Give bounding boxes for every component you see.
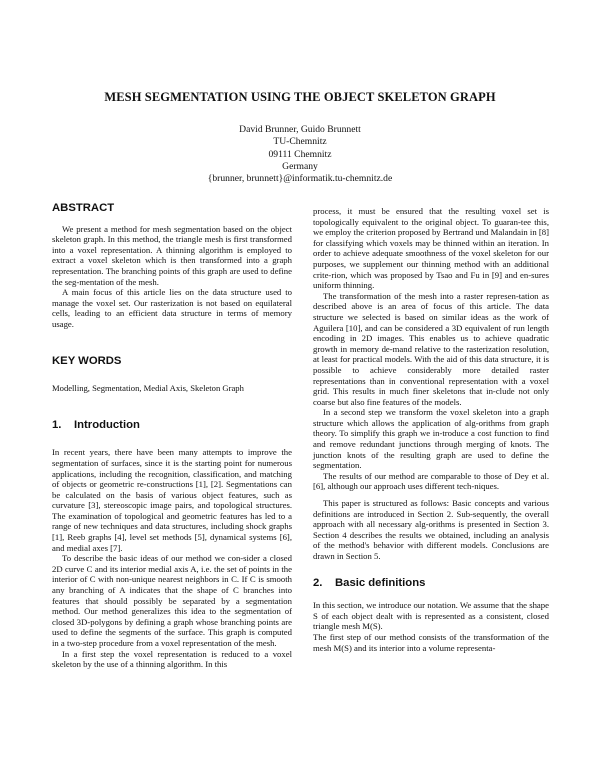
paper-title: MESH SEGMENTATION USING THE OBJECT SKELETON GRAPH [104,90,496,104]
abstract-heading: ABSTRACT [52,202,115,214]
basic-paragraph: The first step of our method consists of the transformation of the mesh M(S) and its interior into a volume representa- [313,631,549,653]
basic-definitions-heading [313,578,549,589]
intro-section-number: 1. [52,418,62,431]
intro-paragraph: In recent years, there have been many attempts to improve the segmentation of surfaces, since it is the starting point for numerous applications, including the recognition, classification, and matching of objects or geometric re-constructions [1], [2]. Segmentations can be calculated on the basis of various object features, such as curvature [3], stereoscopic image pairs, and topological structures. The examination of topological and geometric features has led to a range of new techniques and data structures, including shock graphs [1], Reeb graphs [4], level set methods [5], dynamical systems [6], and medial axes [7]. [52,447,292,553]
author-block [0,124,600,185]
body-paragraph: process, it must be ensured that the resulting voxel set is topologically equivalent to the original object. To guaran-tee this, we employ the criterion proposed by Bertrand und Malandain in [8] for classifying which voxels may be thinned within an iteration. In order to achieve adequate smoothness of the voxel skeleton for our purposes, we supplement our thinning method with an additional crite-rion, which was proposed by Tsao and Fu in [9] and en-sures uniform thinning. [313,206,549,291]
abstract-paragraph: A main focus of this article lies on the data structure used to manage the voxel set. Our rasterization is not based on equilateral cells, leading to an efficient data structure in terms of memory usage. [52,287,292,329]
right-column [313,206,549,653]
intro-paragraph: In a first step the voxel representation is reduced to a voxel skeleton by the use of a thinning algorithm. In this [52,648,292,670]
intro-section-title: Introduction [74,418,140,431]
body-paragraph: In a second step we transform the voxel skeleton into a graph structure which allows the application of alg-orithms from graph theory. To simplify this graph we in-troduce a cost function to find and remove redundant junctions through merging of knots. The junction knots of the resulting graph are used to define the segmentation. [313,407,549,471]
basic-paragraph: In this section, we introduce our notation. We assume that the shape S of each object dealt with is represented as a consistent, closed triangle mesh M(S). [313,600,549,632]
author-affiliation: TU-Chemnitz [273,136,327,148]
intro-heading [52,420,292,431]
keywords-heading: KEY WORDS [52,354,122,367]
author-email: {brunner, brunnett}@informatik.tu-chemnitz.de [207,173,393,185]
intro-paragraph: To describe the basic ideas of our method we con-sider a closed 2D curve C and its interior medial axis A, i.e. the set of points in the interior of C with non-unique nearest neighbors in C. If C is smooth any branching of A indicates that the shape of C branches into features that should possibly be separated by a segmentation method. Our method generalizes this idea to the segmentation of closed 3D-polygons by defining a graph whose branching points are used to define the segments of the surface. This graph is computed in a two-step procedure from a voxel representation of the mesh. [52,553,292,648]
left-column [52,203,292,670]
body-paragraph: The results of our method are comparable to those of Dey et al. [6], although our approach uses different tech-niques. [313,470,549,492]
basic-section-number: 2. [313,576,323,589]
author-city: 09111 Chemnitz [268,148,332,160]
body-paragraph: The transformation of the mesh into a raster represen-tation as described above is an area of focus of this article. The data structure we selected is based on similar ideas as the work of Aguilera [10], and can be considered a 3D equivalent of run length encoding in 2D images. This enables us to achieve quadratic growth in memory de-mand relative to the rasterization resolution, at least for practical models. With the aid of this data structure, it is possible to achieve considerably more detailed raster representations than in conventional representation with a voxel grid. This results in much finer skeletons that in-clude not only coarse but also fine features of the models. [313,290,549,407]
author-country: Germany [282,160,318,172]
abstract-paragraph: We present a method for mesh segmentation based on the object skeleton graph. In this method, the triangle mesh is first transformed into a voxel representation. A thinning algorithm is employed to extract a voxel skeleton which is then transformed into a graph representation. The branching points of this graph are used to define the seg-mentation of the mesh. [52,223,292,287]
basic-section-title: Basic definitions [335,576,426,589]
author-names: David Brunner, Guido Brunnett [239,124,361,135]
keywords-text: Modelling, Segmentation, Medial Axis, Skeleton Graph [52,383,244,394]
body-paragraph: This paper is structured as follows: Basic concepts and various definitions are introduced in Section 2. Sub-sequently, the overall approach with all necessary alg-orithms is presented in Section 3. Section 4 describes the results we obtained, including an analysis of the method's behavior with different models. Conclusions are drawn in Section 5. [313,498,549,561]
